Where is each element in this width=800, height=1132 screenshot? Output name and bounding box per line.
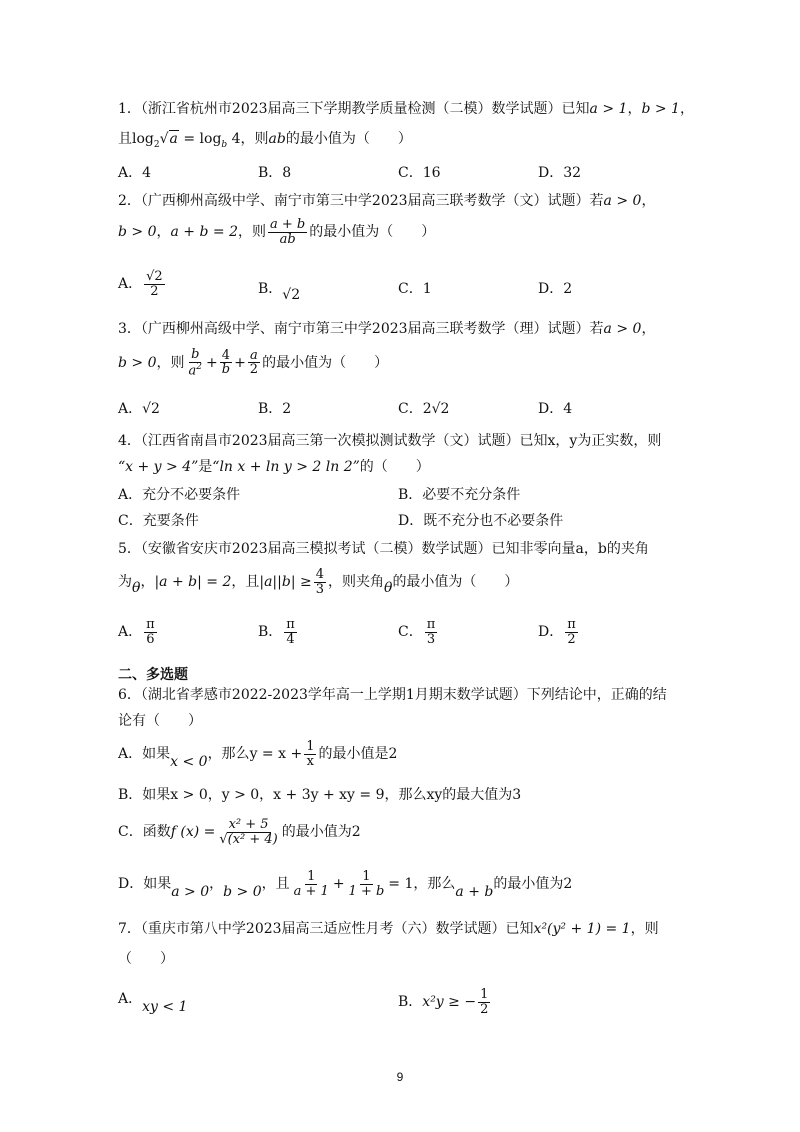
q6-stem-line2: 论有（ ） <box>118 713 202 729</box>
q5-frac-num: 4 <box>315 567 324 582</box>
q2-frac-den: ab <box>279 231 296 247</box>
q3-f2-num: 4 <box>221 347 231 363</box>
q1-line2-end: 的最小值为（ ） <box>285 131 412 147</box>
q2-option-d: D．2 <box>538 281 573 297</box>
q5-opt-d-label: D． <box>538 624 564 641</box>
q5-theta-2: θ <box>384 580 393 597</box>
q6-a-cond: x < 0 <box>170 754 208 771</box>
q2-option-b <box>258 278 301 303</box>
q6-d-f1num: 1 <box>307 869 316 884</box>
q5-theta: θ <box>132 580 141 597</box>
q5-option-b <box>258 618 299 646</box>
q1-log-right-arg: 4 <box>227 131 241 147</box>
section-heading-multi-choice: 二、多选题 <box>118 667 188 683</box>
q1-log-right-base: b <box>221 139 228 150</box>
q5-opt-c-label: C． <box>398 624 423 641</box>
q3-end: 的最小值为（ ） <box>262 354 389 371</box>
q1-cond-a: a > 1 <box>589 101 628 117</box>
q3-plus-2: + <box>234 354 246 371</box>
q5-opt-d-num: π <box>567 617 576 632</box>
q5-option-c <box>398 618 439 646</box>
q5-option-a <box>118 618 159 646</box>
q6-d-and: ，且 <box>261 876 290 893</box>
q6-d-f2num: 1 <box>362 869 371 884</box>
q5-opt-b-den: 4 <box>286 631 295 647</box>
q6-d-cond2: b > 0 <box>223 884 262 901</box>
q1-log-left-base: 2 <box>153 139 160 150</box>
q1-tail: ， <box>679 101 694 117</box>
q6-stem-line1: 6．（湖北省孝感市2022-2023学年高一上学期1月期末数学试题）下列结论中，正确的结 <box>118 687 667 703</box>
q2-stem-line2 <box>118 218 435 246</box>
q1-stem-line1 <box>118 98 694 118</box>
q2-cond-a: a > 0 <box>603 193 642 209</box>
q3-frac-2 <box>220 349 232 377</box>
q1-stem-line2 <box>118 128 412 150</box>
q2-stem-line1 <box>118 190 655 210</box>
q6-d-eq: = 1 <box>388 876 414 893</box>
q5-abs-sum: |a + b| = 2 <box>154 574 232 591</box>
q5-frac-den: 3 <box>315 581 324 597</box>
q6-d-frac1 <box>292 870 331 898</box>
q1-source: 1．（浙江省杭州市2023届高三下学期教学质量检测（二模）数学试题）已知 <box>118 101 590 117</box>
q1-sqrt-arg: a <box>169 131 178 147</box>
q7-opt-a-expr: xy < 1 <box>142 999 188 1015</box>
q1-option-a: A．4 <box>118 165 152 181</box>
q2-frac-num: a + b <box>269 217 306 232</box>
q3-frac-1 <box>187 348 205 378</box>
q6-c-den: √(x² + 4) <box>219 831 278 847</box>
q5-opt-d-frac <box>565 618 578 646</box>
q3-stem-line1 <box>118 318 655 338</box>
q5-fraction <box>314 568 326 596</box>
q7-opt-b-num: 1 <box>480 987 489 1002</box>
q5-opt-a-label: A． <box>118 624 143 641</box>
q2-option-a <box>118 270 167 298</box>
q1-equals: = <box>178 131 200 147</box>
q3-f1-num: b <box>191 347 200 362</box>
q5-option-d <box>538 618 580 646</box>
q7-stem-line1 <box>118 918 659 938</box>
q4-stem-line1: 4．（江西省南昌市2023届高三第一次模拟测试数学（文）试题）已知x，y为正实数，则 <box>118 433 662 449</box>
q6-a-frac <box>304 740 316 768</box>
q4-option-d: D．既不充分也不必要条件 <box>398 513 564 529</box>
q2-opt-a-label: A． <box>118 276 143 293</box>
q4-cond-ln: “ln x + ln y > 2 ln 2” <box>212 459 360 475</box>
q1-ab: ab <box>268 131 286 147</box>
q7-opt-b-frac <box>478 988 490 1016</box>
q4-stem-line2 <box>118 456 430 476</box>
q2-opt-b-label: B． <box>258 281 283 297</box>
q6-d-cond1: a > 0 <box>171 884 210 901</box>
q4-end: 的（ ） <box>359 459 430 475</box>
q6-option-c <box>118 818 361 846</box>
q6-d-frac2 <box>347 870 387 898</box>
q6-a-end: 的最小值是2 <box>318 746 398 763</box>
q6-c-pre: C．函数 <box>118 824 171 841</box>
q6-option-a <box>118 739 398 771</box>
q3-source: 3．（广西柳州高级中学、南宁市第三中学2023届高三联考数学（理）试题）若 <box>118 321 604 337</box>
q6-c-frac <box>217 818 279 846</box>
q3-f2-den: b <box>221 362 231 378</box>
q2-sep: ， <box>156 224 171 241</box>
q2-end: 的最小值为（ ） <box>309 224 436 241</box>
q7-opt-b-label: B． <box>398 994 423 1011</box>
q3-option-d: D．4 <box>538 401 573 417</box>
q5-opt-c-num: π <box>426 617 436 632</box>
q5-opt-a-frac <box>144 618 157 646</box>
q1-option-d: D．32 <box>538 165 582 181</box>
q1-option-b: B．8 <box>258 165 292 181</box>
q5-opt-b-label: B． <box>258 624 283 641</box>
q3-f1-den-sup: 2 <box>196 361 202 372</box>
q5-comma: ， <box>140 574 155 591</box>
q5-opt-b-num: π <box>286 617 295 632</box>
q6-d-f2den: 1 + b <box>348 883 385 899</box>
q1-option-c: C．16 <box>398 165 441 181</box>
q3-f3-den: 2 <box>249 362 259 378</box>
q1-line2-post: ，则 <box>240 131 269 147</box>
q3-stem-line2 <box>118 348 388 378</box>
q5-opt-c-den: 3 <box>426 631 436 647</box>
q7-opt-b-expr: x²y ≥ − <box>422 994 477 1011</box>
q2-opt-a-num: √2 <box>146 269 163 284</box>
q1-sqrt: √a <box>159 131 178 147</box>
page-number: 9 <box>396 1070 404 1084</box>
q5-opt-c-frac <box>425 618 438 646</box>
q3-tail: ， <box>641 321 656 337</box>
q2-cond-b: b > 0 <box>118 224 157 241</box>
q5-then: ，则夹角 <box>328 574 384 591</box>
q3-plus-1: + <box>206 354 218 371</box>
q7-opt-a-label: A． <box>118 991 143 1007</box>
q2-opt-a-den: 2 <box>150 283 159 299</box>
q5-opt-a-den: 6 <box>146 631 155 647</box>
q3-f1-den-base: a <box>188 362 197 378</box>
q6-d-end: 的最小值为2 <box>493 876 573 893</box>
q6-a-mid: ，那么 <box>207 746 250 763</box>
q5-and: ，且 <box>231 574 260 591</box>
q7-option-a <box>118 988 188 1015</box>
q2-source: 2．（广西柳州高级中学、南宁市第三中学2023届高三联考数学（文）试题）若 <box>118 193 604 209</box>
q6-c-num: x² + 5 <box>228 817 269 832</box>
q6-a-expr: y = x + <box>249 746 303 763</box>
q5-stem-line2 <box>118 568 518 596</box>
q1-sep: ， <box>627 101 642 117</box>
q3-f3-num: a <box>250 347 258 363</box>
q6-option-d: D．如果a > 0，b > 0，且 $\frac{1}{a + 1}$ + $\frac{1}{1 + b}$ = 1，那么a + b的最小值为2 <box>118 869 573 901</box>
q4-cond-sum: “x + y > 4” <box>118 459 199 475</box>
q1-log-left <box>132 131 160 150</box>
q6-d-sep: ， <box>209 876 224 893</box>
q6-d-mid: ，那么 <box>413 876 456 893</box>
q7-stem-line2: （ ） <box>118 951 174 967</box>
q1-log-right-text: log <box>199 131 222 147</box>
q1-line2-pre: 且 <box>118 131 132 147</box>
q6-a-fnum: 1 <box>306 739 315 754</box>
q7-option-b <box>398 988 492 1016</box>
q5-line2-pre: 为 <box>118 574 132 591</box>
q3-option-b: B．2 <box>258 401 292 417</box>
q2-cond-sum: a + b = 2 <box>170 224 238 241</box>
q4-option-a: A．充分不必要条件 <box>118 487 241 503</box>
q6-d-sum: a + b <box>455 884 494 901</box>
q7-opt-b-den: 2 <box>480 1001 489 1017</box>
q4-option-c: C．充要条件 <box>118 513 199 529</box>
q6-d-pre: D．如果 <box>118 876 172 893</box>
q5-end: 的最小值为（ ） <box>392 574 519 591</box>
q4-option-b: B．必要不充分条件 <box>398 487 521 503</box>
q5-stem-line1: 5．（安徽省安庆市2023届高三模拟考试（二模）数学试题）已知非零向量a，b的夹角 <box>118 541 649 557</box>
q2-option-c: C．1 <box>398 281 432 297</box>
q3-then: ，则 <box>156 354 185 371</box>
q2-then: ，则 <box>237 224 266 241</box>
q5-opt-a-num: π <box>146 617 155 632</box>
q5-abs-prod: |a||b| ≥ <box>259 574 312 591</box>
q7-expr: x²(y² + 1) = 1 <box>533 921 631 937</box>
q6-c-end: 的最小值为2 <box>281 824 361 841</box>
q6-d-f1den: a + 1 <box>293 883 329 899</box>
q2-opt-b-val: √2 <box>282 287 301 303</box>
q3-f1-den <box>187 363 205 378</box>
q6-a-pre: A．如果 <box>118 746 171 763</box>
q1-log-left-text: log <box>132 131 154 147</box>
q3-cond-b: b > 0 <box>118 354 157 371</box>
q3-option-c: C．2√2 <box>398 401 450 417</box>
q2-fraction <box>268 218 307 246</box>
q1-log-right <box>199 131 241 150</box>
q4-is: 是 <box>198 459 213 475</box>
q3-frac-3 <box>248 349 260 377</box>
q5-opt-d-den: 2 <box>567 631 576 647</box>
q2-tail: ， <box>641 193 656 209</box>
q3-cond-a: a > 0 <box>603 321 642 337</box>
q5-opt-b-frac <box>284 618 297 646</box>
q3-option-a: A．√2 <box>118 401 160 417</box>
q1-cond-b: b > 1 <box>641 101 680 117</box>
q7-source: 7．（重庆市第八中学2023届高三适应性月考（六）数学试题）已知 <box>118 921 534 937</box>
q2-opt-a-frac <box>144 270 165 298</box>
q7-then: ，则 <box>630 921 659 937</box>
q6-option-b: B．如果x > 0，y > 0，x + 3y + xy = 9，那么xy的最大值为3 <box>118 787 522 803</box>
q6-c-f: f (x) = <box>170 824 216 841</box>
q6-a-fden: x <box>306 753 314 769</box>
